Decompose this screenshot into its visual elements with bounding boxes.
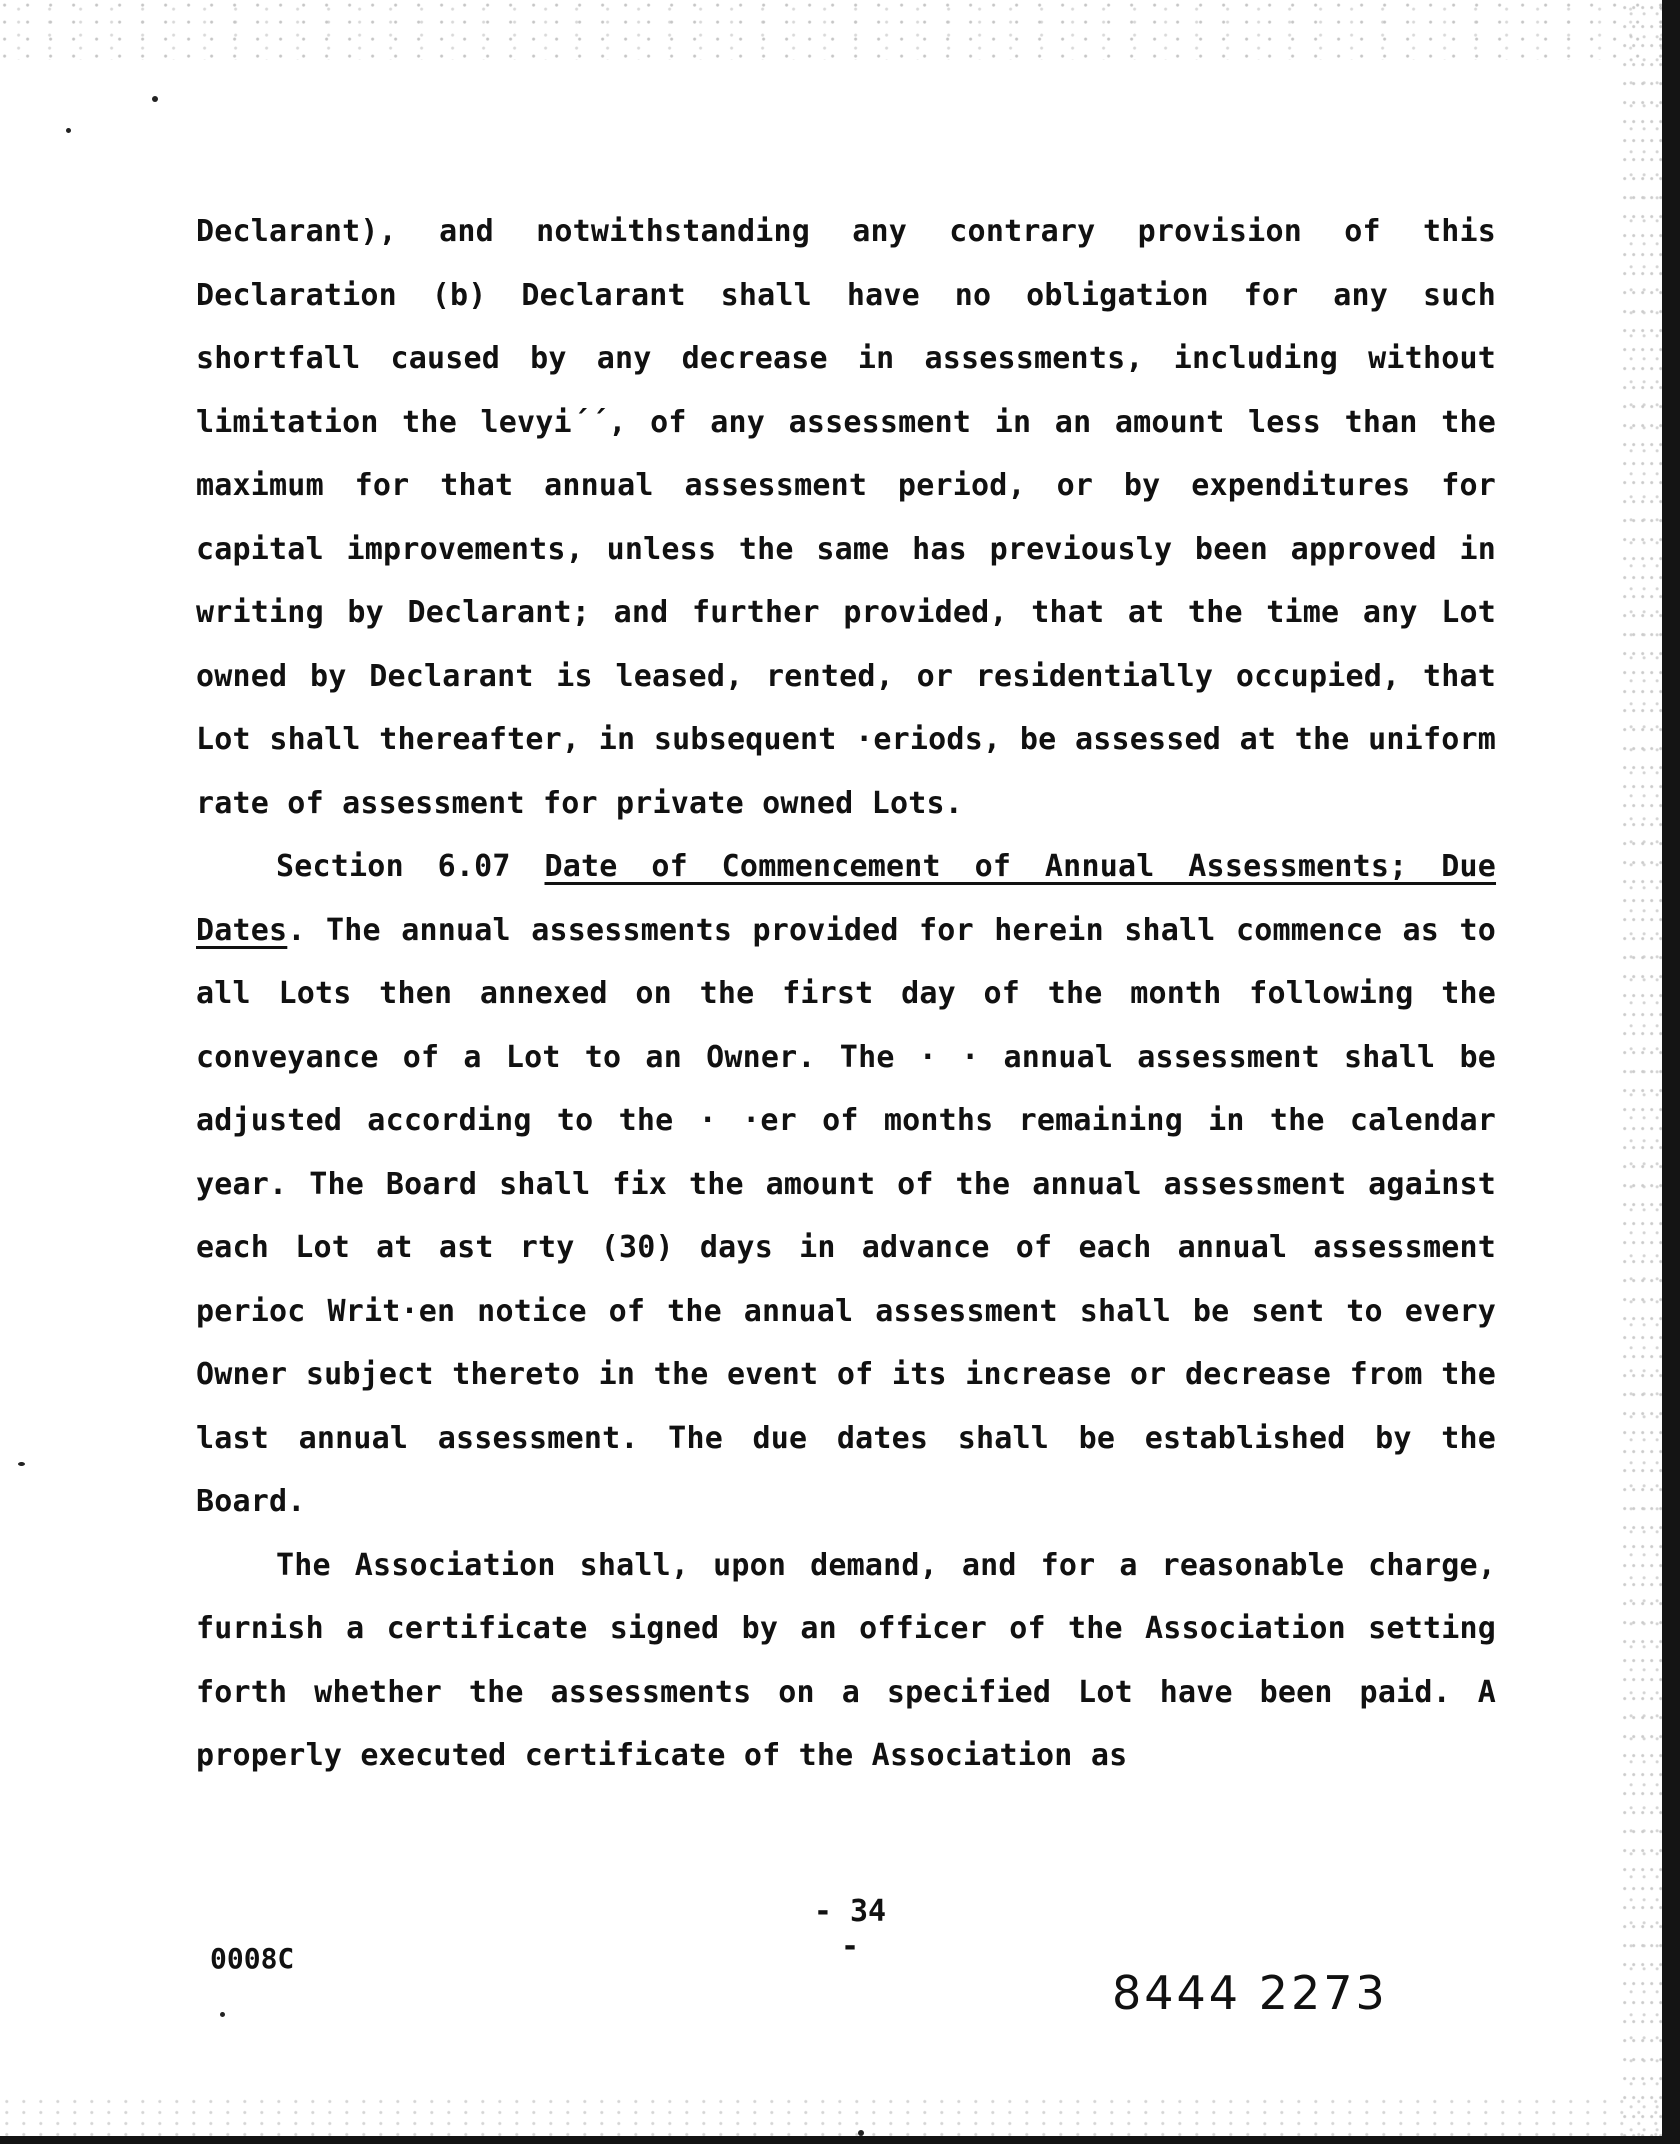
document-number: 8444 2273 [1112, 1966, 1388, 2020]
paragraph-association-certificate: The Association shall, upon demand, and for a reasonable charge, furnish a certificate signed by an officer of the Association setting forth whether the assessments on a specified Lot have been paid. A properly executed certificate of the Association as [196, 1547, 1496, 1773]
scan-border-right [1662, 0, 1680, 2144]
page-number: - 34 - [813, 1894, 887, 1964]
scan-speck [152, 96, 158, 102]
section-label: Section 6.07 [276, 849, 511, 884]
scan-speck [220, 2012, 225, 2017]
scan-border-bottom [0, 2136, 1680, 2144]
scan-speck [18, 1462, 25, 1466]
scan-noise-right [1622, 0, 1662, 2136]
document-code: 0008C [210, 1942, 295, 1975]
scan-noise-top [0, 0, 1662, 60]
section-text: . The annual assessments provided for herein shall commence as to all Lots then annexed on the first day of the month following the conveyance of a Lot to an Owner. The · · annual assessment shall be adjusted according to the · ·er of months remaining in the calendar year. The Board shall fix the amount of the annual assessment against each Lot at ast rty (30) days in advance of each annual assessment perioc Writ·en notice of the annual assessment shall be sent to every Owner subject thereto in the event of its increase or decrease from the last annual assessment. The due dates shall be established by the Board. [196, 912, 1496, 1519]
scan-speck [858, 2130, 864, 2136]
scan-speck [66, 128, 71, 133]
document-body [196, 200, 1496, 1788]
paragraph-declarant-obligation: Declarant), and notwithstanding any contrary provision of this Declaration (b) Declarant shall have no obligation for any such shortfall caused by any decrease in assessments, including without limitation the levyi´´, of any assessment in an amount less than the maximum for that annual assessment period, or by expenditures for capital improvements, unless the same has previously been approved in writing by Declarant; and further provided, that at the time any Lot owned by Declarant is leased, rented, or residentially occupied, that Lot shall thereafter, in subsequent ·eriods, be assessed at the uniform rate of assessment for private owned Lots. [196, 214, 1496, 821]
scan-noise-bottom [0, 2096, 1662, 2136]
section-heading: Date of Commencement of Annual Assessments; Due Dates [196, 849, 1497, 948]
paragraph-section-6-07 [196, 835, 1496, 1534]
